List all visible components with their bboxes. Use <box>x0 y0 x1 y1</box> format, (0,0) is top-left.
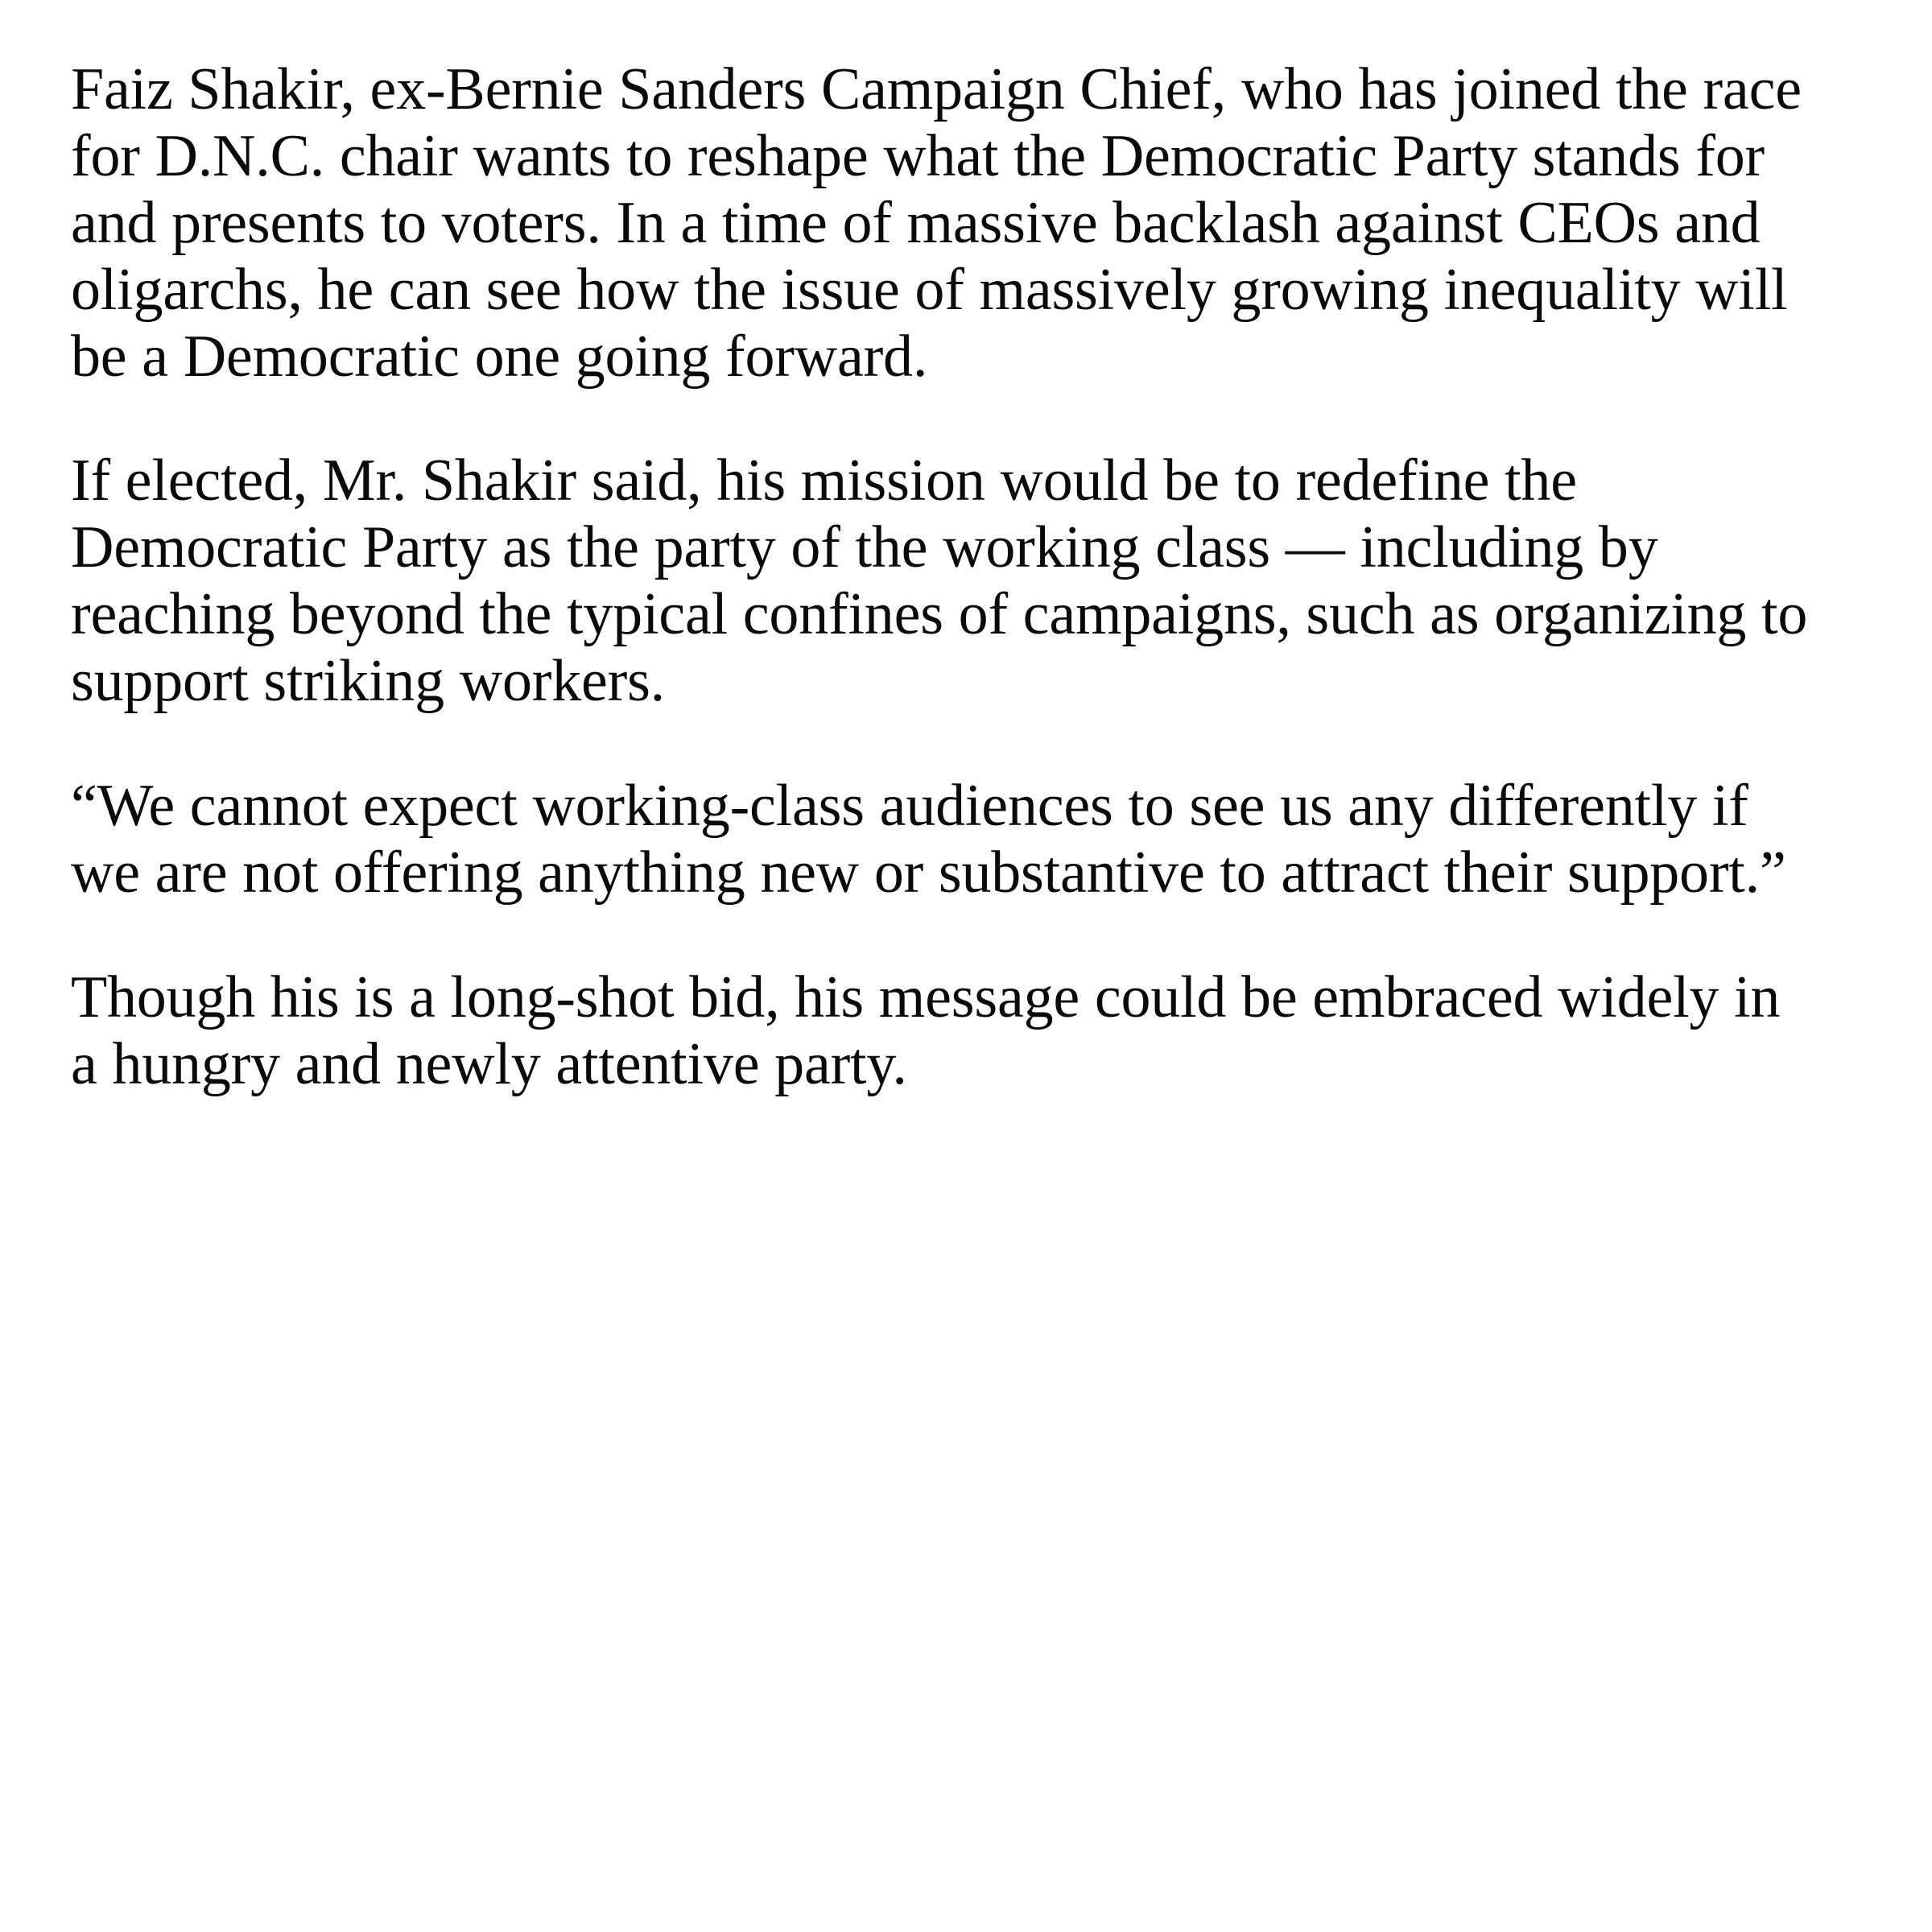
paragraph-4: Though his is a long-shot bid, his message could be embraced widely in a hungry and newly attentive party. <box>71 964 1781 1097</box>
article-body <box>71 56 1813 1097</box>
paragraph-1: Faiz Shakir, ex-Bernie Sanders Campaign Chief, who has joined the race for D.N.C. chair wants to reshape what the Democratic Party stands for and presents to voters. In a time of massive backlash against CEOs and oligarchs, he can see how the issue of massively growing inequality will be a Democratic one going forward. <box>71 56 1802 390</box>
paragraph-2: If elected, Mr. Shakir said, his mission would be to redefine the Democratic Party as the party of the working class — including by reaching beyond the typical confines of campaigns, such as organizing to support striking workers. <box>71 448 1808 714</box>
paragraph-3: “We cannot expect working-class audiences to see us any differently if we are not offering anything new or substantive to attract their support.” <box>71 772 1786 906</box>
